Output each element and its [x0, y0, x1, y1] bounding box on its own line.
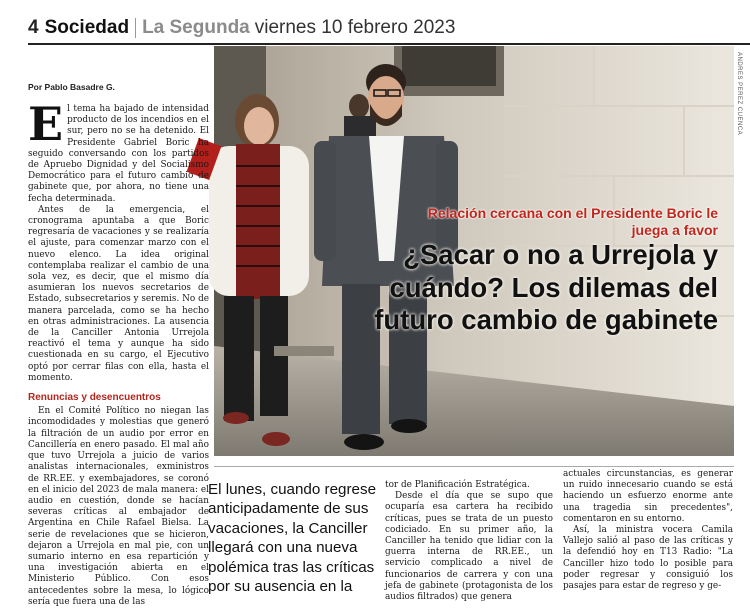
page-number: 4	[28, 17, 39, 38]
newspaper-name: La Segunda	[142, 17, 250, 38]
header-divider	[135, 18, 136, 38]
photo-credit: ANDRES PEREZ CUENCA	[736, 52, 742, 136]
header-rule	[28, 43, 750, 45]
pull-quote: El lunes, cuando regrese anticipadamente de sus vacaciones, la Canciller llegará con una nueva polémica tras las críticas por su ausencia en la	[208, 481, 377, 596]
page-header	[28, 14, 750, 42]
section-rule	[214, 466, 734, 467]
lead-text: l tema ha bajado de intensidad producto de los incendios en el sur, pero no se ha detenido. El Presidente Gabriel Boric ha seguido conversando con los partidos de Apruebo Dignidad y del Socialismo Democrático para el futuro cambio de gabinete que, por ahora, no tiene una fecha determinada.	[28, 104, 209, 204]
body-paragraph: Así, la ministra vocera Camila Vallejo salió al paso de las críticas y la defendió hoy en T13 Radio: "La Canciller hizo todo lo posible para poder regresar y consiguió los pasajes para estar de regreso y ge-	[563, 525, 733, 592]
body-paragraph: En el Comité Político no niegan las incomodidades y molestias que generó la filtración de un audio por error en Cancillería en enero pasado. El mal año que tuvo Urrejola a juicio de varios analistas internacionales, exministros de RR.EE. y exembajadores, se coronó en el inicio del 2023 de mala manera: el audio en cuestión, donde se hacían severas críticas al embajador de Argentina en Chile Rafael Bielsa. La serie de revelaciones que se hicieron, dejaron a Urrejola en mal pie, con un sumario interno en esa repartición y una investigación abierta en el Ministerio Público. Con esos antecedentes sobre la mesa, lo lógico sería que fuera una de las	[28, 406, 209, 607]
lead-paragraph	[28, 97, 209, 205]
body-paragraph: tor de Planificación Estratégica.	[385, 480, 530, 490]
body-paragraph: actuales circunstancias, es generar un ruido innecesario cuando se está haciendo un esfuerzo enorme ante una tragedia sin precedentes", comentaron en su entorno.	[563, 469, 733, 524]
subheading: Renuncias y desencuentros	[28, 392, 161, 404]
article-column-right	[563, 469, 733, 592]
article-column-middle	[385, 480, 553, 603]
byline: Por Pablo Basadre G.	[28, 82, 115, 92]
headline: ¿Sacar o no a Urrejola y cuándo? Los dilemas del futuro cambio de gabinete	[374, 239, 718, 335]
body-paragraph: Antes de la emergencia, el cronograma apuntaba a que Boric regresaría de vacaciones y se realizaría el ajuste, para comenzar marzo con el nuevo elenco. La idea original contemplaba realizar el cambio de una sola vez, es decir, que el mismo día asumieran los nuevos secretarios de Estado, subsecretarios y seremis. No de manera parcelada, como se ha hecho en otras administraciones. La ausencia de la Canciller Antonia Urrejola reactivó el tema y aunque ha sido cuestionada en su cargo, el Ejecutivo optó por cerrar filas con ella, hasta el momento.	[28, 204, 209, 383]
drop-cap: E	[28, 97, 64, 151]
section-name: Sociedad	[44, 17, 130, 38]
kicker: Relación cercana con el Presidente Boric le juega a favor	[427, 205, 718, 238]
body-paragraph: Desde el día que se supo que ocuparía esa cartera ha recibido críticas, pues se trata de un puesto codiciado. En su primer año, la Canciller ha tenido que lidiar con la guerra interna de RR.EE., un servicio complicado a nivel de funcionarios de carrera y con una jefa de gabinete (protagonista de los audios filtrados) que genera	[385, 491, 553, 603]
article-column-left	[28, 97, 209, 608]
issue-date: viernes 10 febrero 2023	[254, 17, 456, 38]
